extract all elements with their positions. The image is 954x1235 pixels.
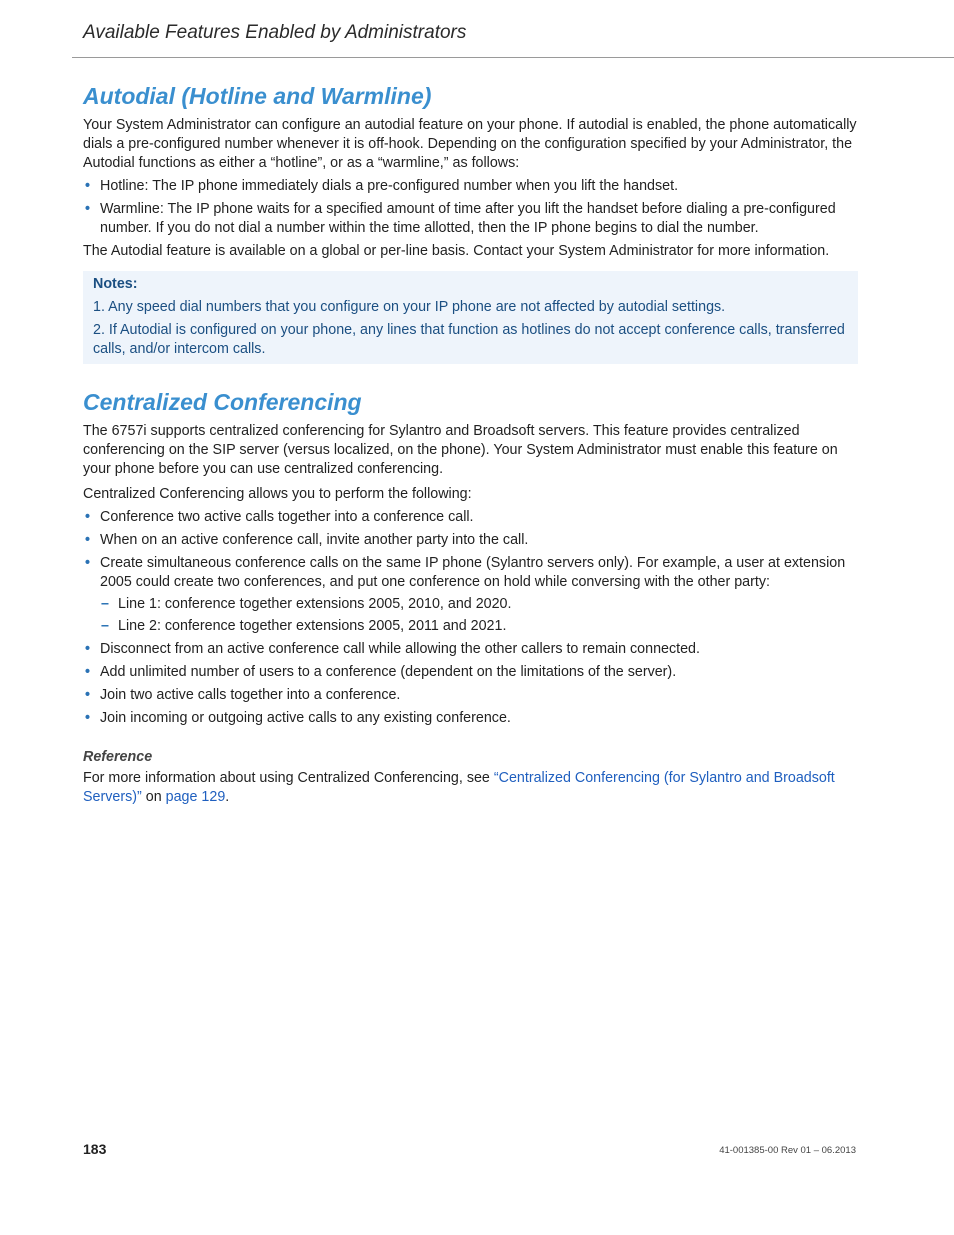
conferencing-lead-in: Centralized Conferencing allows you to perform the following: [83,486,472,502]
list-item-text: Conference two active calls together into a conference call. [100,509,474,525]
bullet-icon: • [85,555,91,571]
list-item-text: Hotline: The IP phone immediately dials a pre-configured number when you lift the handset. [100,178,679,194]
bullet-icon: • [85,509,91,525]
list-item [83,177,858,196]
bullet-icon: • [85,201,91,217]
notes-box [83,271,858,364]
bullet-icon: • [85,664,91,680]
list-item [83,640,858,659]
sub-list-item-text: Line 1: conference together extensions 2005, 2010, and 2020. [118,596,512,612]
list-item [83,554,858,636]
centralized-conferencing-link[interactable]: “Centralized Conferencing (for Sylantro and Broadsoft Servers)” [83,770,835,805]
list-item-text: Disconnect from an active conference call while allowing the other callers to remain connected. [100,641,700,657]
notes-label: Notes: [93,276,138,292]
list-item-text: Join incoming or outgoing active calls to any existing conference. [100,710,511,726]
bullet-icon: • [85,178,91,194]
page-number: 183 [83,1141,107,1157]
autodial-section-title: Autodial (Hotline and Warmline) [83,83,432,109]
header-rule [72,57,954,58]
autodial-bullet-list [83,177,858,238]
list-item-text: When on an active conference call, invite another party into the call. [100,532,529,548]
sub-bullet-list [100,595,858,636]
bullet-icon: • [85,641,91,657]
conferencing-intro: The 6757i supports centralized conferencing for Sylantro and Broadsoft servers. This feature provides centralized conferencing on the SIP server (versus localized, on the phone). Your System Administrator must enable this feature on your phone before you can use centralized conferencing. [83,423,838,477]
list-item-text: Join two active calls together into a conference. [100,687,401,703]
dash-icon: – [101,618,109,634]
sub-list-item [100,617,858,636]
reference-text-before: For more information about using Centralized Conferencing, see [83,770,494,786]
bullet-icon: • [85,687,91,703]
reference-text-middle: on [141,789,166,805]
list-item [83,663,858,682]
list-item [83,200,858,238]
list-item [83,709,858,728]
dash-icon: – [101,596,109,612]
running-header: Available Features Enabled by Administrators [83,22,467,43]
reference-label: Reference [83,749,153,765]
bullet-icon: • [85,710,91,726]
reference-text-after: . [225,789,230,805]
bullet-icon: • [85,532,91,548]
page-content [83,82,858,807]
reference-text [83,769,858,807]
conferencing-section-title: Centralized Conferencing [83,389,362,415]
list-item [83,508,858,527]
list-item [83,531,858,550]
sub-list-item [100,595,858,614]
page-129-link[interactable]: page 129 [165,789,226,805]
list-item-text: Warmline: The IP phone waits for a specified amount of time after you lift the handset before dialing a pre-configured number. If you do not dial a number within the time allotted, then the IP phone begins to dial the number. [100,201,836,236]
note-item: 1. Any speed dial numbers that you configure on your IP phone are not affected by autodial settings. [93,299,726,315]
list-item-text: Create simultaneous conference calls on the same IP phone (Sylantro servers only). For example, a user at extension 2005 could create two conferences, and put one conference on hold while conversing with the other party: [100,555,846,590]
note-item: 2. If Autodial is configured on your phone, any lines that function as hotlines do not accept conference calls, transferred calls, and/or intercom calls. [93,322,845,357]
list-item-text: Add unlimited number of users to a conference (dependent on the limitations of the server). [100,664,677,680]
document-id: 41-001385-00 Rev 01 – 06.2013 [719,1145,856,1156]
sub-list-item-text: Line 2: conference together extensions 2005, 2011 and 2021. [118,618,507,634]
conferencing-bullet-list [83,508,858,728]
autodial-intro: Your System Administrator can configure an autodial feature on your phone. If autodial is enabled, the phone automatically dials a pre-configured number whenever it is off-hook. Depending on the configuration specified by your Administrator, the Autodial functions as either a “hotline”, or as a “warmline,” as follows: [83,117,857,171]
autodial-availability: The Autodial feature is available on a global or per-line basis. Contact your System Administrator for more information. [83,243,830,259]
list-item [83,686,858,705]
